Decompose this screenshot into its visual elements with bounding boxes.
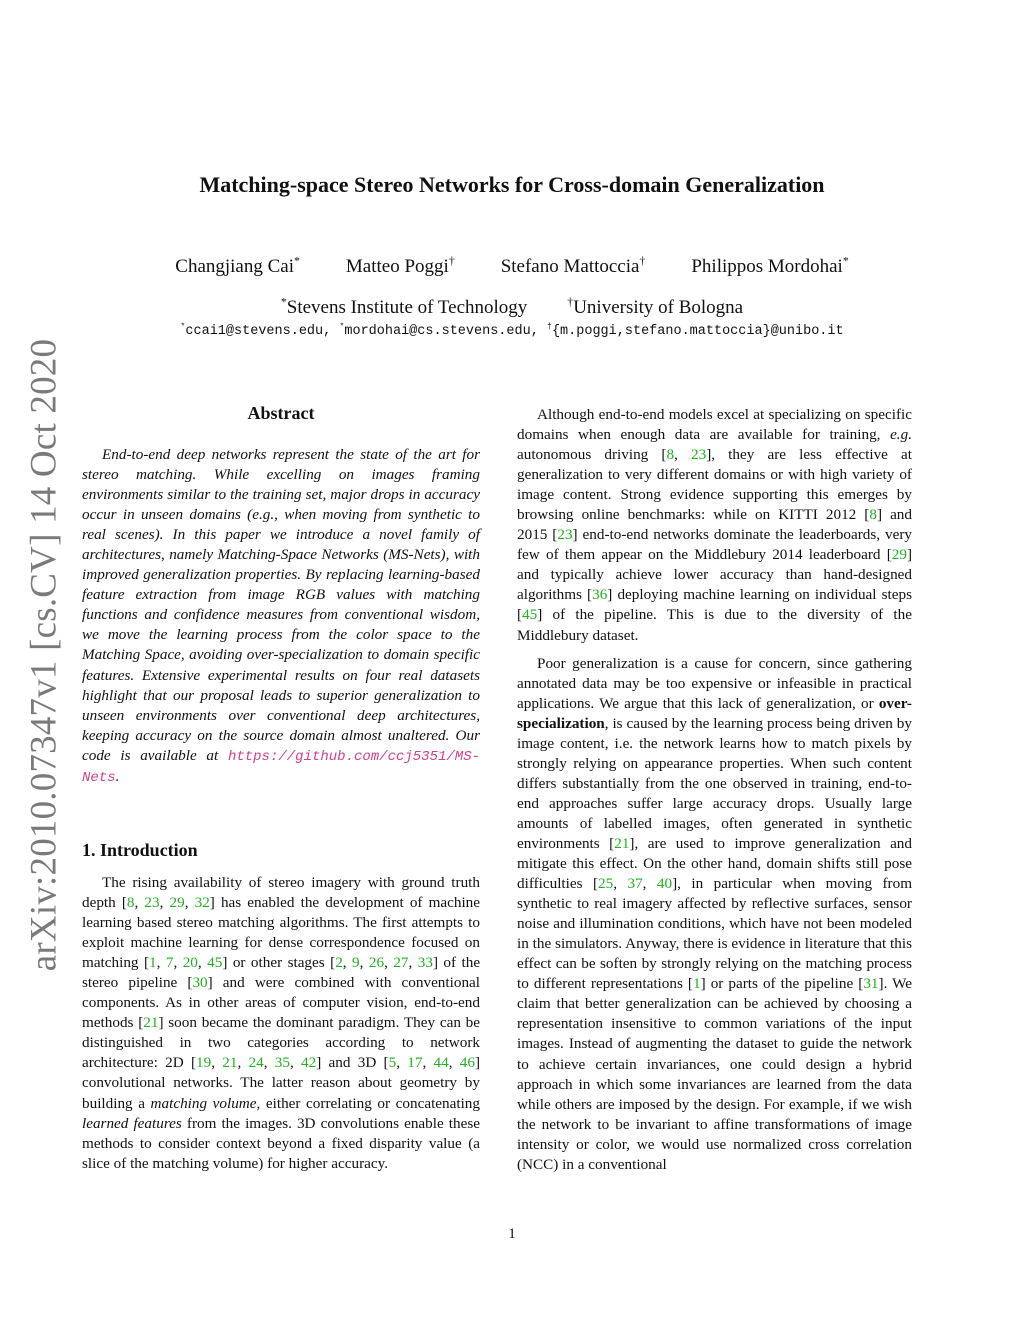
citation-link[interactable]: 32 <box>194 894 210 912</box>
introduction-paragraph: The rising availability of stereo imagery with ground truth depth [8, 23, 29, 32] has enabled the development of machine learning based stereo matching algorithms. The first attempts to exploit machine learning for dense correspondence focused on matching [1, 7, 20, 45] or other stages [2, 9, 26, 27, 33] of the stereo pipeline [30] and were combined with conventional components. As in other areas of computer vision, end-to-end methods [21] soon became the dominant paradigm. They can be distinguished in two categories according to network architecture: 2D [19, 21, 24, 35, 42] and 3D [5, 17, 44, 46] convolutional networks. The latter reason about geometry by building a matching volume, either correlating or concatenating learned features from the images. 3D convolutions enable these methods to consider context beyond a fixed disparity value (a slice of the matching volume) for higher accuracy. <box>82 874 481 1172</box>
author-emails: *ccai1@stevens.edu, *mordohai@cs.stevens.edu, †{m.poggi,stefano.mattoccia}@unibo.it <box>180 321 844 339</box>
citation-link[interactable]: 29 <box>891 546 907 564</box>
citation-link[interactable]: 27 <box>393 954 409 972</box>
author: Stefano Mattoccia† <box>500 254 646 277</box>
citation-link[interactable]: 45 <box>522 606 538 624</box>
author-list <box>80 256 944 278</box>
body-paragraph: Poor generalization is a cause for concern, since gathering annotated data may be too expensive or infeasible in practical applications. We argue that this lack of generalization, or over-specialization, is caused by the learning process being driven by image content, i.e. the network learns how to match pixels by strongly relying on appearance properties. When such content differs substantially from the one observed in training, end-to-end approaches suffer large accuracy drops. Usually large amounts of labelled images, often generated in synthetic environments [21], are used to improve generalization and mitigate this effect. On the other hand, domain shifts still pose difficulties [25, 37, 40], in particular when moving from synthetic to real imagery affected by reflective surfaces, sensor noise and illumination conditions, which have not been modeled in the simulators. Anyway, there is evidence in literature that this effect can be soften by strongly relying on the matching process to different representations [1] or parts of the pipeline [31]. We claim that better generalization can be achieved by choosing a representation insensitive to common variations of the input images. Instead of augmenting the dataset to guide the network to achieve certain invariances, one could design a hybrid approach in which some invariances are learned from the data while others are imposed by the design. For example, if we wish the network to be invariant to affine transformations of image intensity or color, we would use normalized cross correlation (NCC) in a conventional <box>517 654 913 1173</box>
citation-link[interactable]: 29 <box>169 894 185 912</box>
paper-title: Matching-space Stereo Networks for Cross-domain Generalization <box>199 172 825 197</box>
citation-link[interactable]: 17 <box>407 1054 423 1072</box>
citation-link[interactable]: 45 <box>207 954 223 972</box>
abstract-heading: Abstract <box>247 403 315 423</box>
citation-link[interactable]: 23 <box>144 894 160 912</box>
abstract-text: End-to-end deep networks represent the state of the art for stereo matching. While excelling on images framing environments similar to the training set, major drops in accuracy occur in unseen domains (e.g., when moving from synthetic to real scenes). In this paper we introduce a novel family of architectures, namely Matching-Space Networks (MS-Nets), with improved generalization properties. By replacing learning-based feature extraction from image RGB values with matching functions and confidence measures from conventional wisdom, we move the learning process from the color space to the Matching Space, avoiding over-specialization to domain specific features. Extensive experimental results on four real datasets highlight that our proposal leads to superior generalization to unseen environments over conventional deep architectures, keeping accuracy on the source domain almost unaltered. Our code is available at https://github.com/ccj5351/MS-Nets. <box>82 446 480 786</box>
citation-link[interactable]: 30 <box>192 974 208 992</box>
citation-link[interactable]: 46 <box>459 1054 475 1072</box>
arxiv-identifier: arXiv:2010.07347v1 [cs.CV] 14 Oct 2020 <box>23 338 65 972</box>
citation-link[interactable]: 19 <box>196 1054 212 1072</box>
introduction-heading: 1. Introduction <box>82 840 198 860</box>
citation-link[interactable]: 44 <box>433 1054 449 1072</box>
right-column <box>517 405 912 1175</box>
citation-link[interactable]: 7 <box>165 954 174 972</box>
citation-link[interactable]: 26 <box>368 954 385 972</box>
citation-link[interactable]: 40 <box>656 875 673 893</box>
citation-link[interactable]: 9 <box>352 954 360 972</box>
citation-link[interactable]: 36 <box>592 586 608 604</box>
citation-link[interactable]: 21 <box>222 1054 238 1072</box>
citation-link[interactable]: 21 <box>143 1014 159 1032</box>
code-repository-link[interactable]: https://github.com/ccj5351/MS-Nets <box>82 748 480 786</box>
affiliation-list <box>0 297 1024 319</box>
citation-link[interactable]: 23 <box>691 446 707 464</box>
affiliation: *Stevens Institute of Technology <box>280 295 528 318</box>
citation-link[interactable]: 1 <box>149 954 157 972</box>
citation-link[interactable]: 24 <box>248 1054 264 1072</box>
citation-link[interactable]: 8 <box>126 894 135 912</box>
author: Matteo Poggi† <box>345 254 455 277</box>
affiliation: †University of Bologna <box>567 295 744 318</box>
citation-link[interactable]: 35 <box>274 1054 290 1072</box>
arxiv-side-stamp <box>0 0 65 1325</box>
citation-link[interactable]: 31 <box>863 975 879 993</box>
citation-link[interactable]: 21 <box>614 834 630 852</box>
body-paragraph: Although end-to-end models excel at specializing on specific domains when enough data are available for training, e.g. autonomous driving [8, 23], they are less effective at generalization to very different domains or with high variety of image content. Strong evidence supporting this emerges by browsing online benchmarks: while on KITTI 2012 [8] and 2015 [23] end-to-end networks dominate the leaderboards, very few of them appear on the Middlebury 2014 leaderboard [29] and typically achieve lower accuracy than hand-designed algorithms [36] deploying machine learning on individual steps [45] of the pipeline. This is due to the diversity of the Middlebury dataset. <box>517 406 913 644</box>
citation-link[interactable]: 37 <box>627 875 643 893</box>
citation-link[interactable]: 20 <box>182 954 198 972</box>
page-number: 1 <box>508 1226 516 1242</box>
citation-link[interactable]: 2 <box>335 954 343 972</box>
author: Changjiang Cai* <box>175 254 300 277</box>
citation-link[interactable]: 1 <box>692 975 701 993</box>
citation-link[interactable]: 5 <box>388 1054 397 1072</box>
citation-link[interactable]: 8 <box>869 506 877 524</box>
citation-link[interactable]: 23 <box>557 526 573 544</box>
citation-link[interactable]: 8 <box>666 446 675 464</box>
citation-link[interactable]: 42 <box>301 1054 317 1072</box>
citation-link[interactable]: 25 <box>598 875 614 893</box>
author: Philippos Mordohai* <box>691 254 849 277</box>
citation-link[interactable]: 33 <box>417 954 433 972</box>
